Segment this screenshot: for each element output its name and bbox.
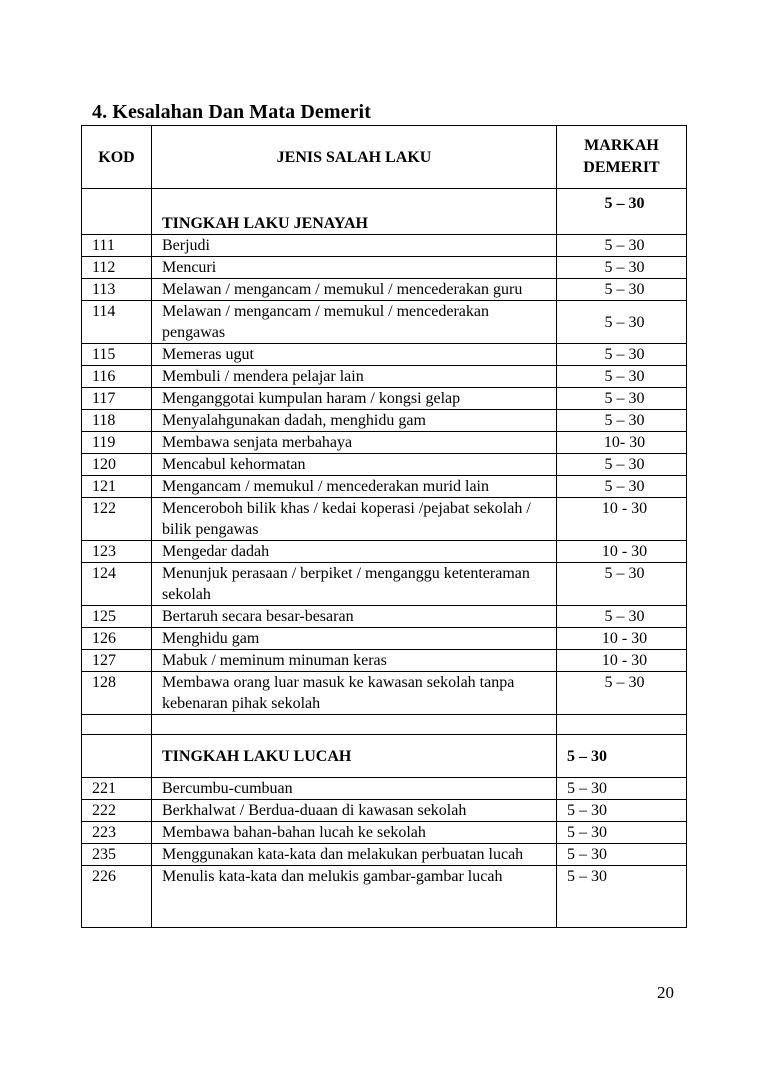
row-markah: 5 – 30 — [557, 235, 687, 257]
row-kod: 126 — [82, 628, 152, 650]
row-markah: 10- 30 — [557, 432, 687, 454]
table-row — [82, 279, 687, 301]
row-markah: 10 - 30 — [557, 650, 687, 672]
row-markah: 5 – 30 — [557, 606, 687, 628]
row-kod: 235 — [82, 844, 152, 866]
row-markah: 10 - 30 — [557, 628, 687, 650]
row-kod: 121 — [82, 476, 152, 498]
row-jenis: Bercumbu-cumbuan — [152, 778, 557, 800]
row-jenis: Membawa orang luar masuk ke kawasan sekolah tanpa kebenaran pihak sekolah — [152, 672, 557, 715]
table-row — [82, 844, 687, 866]
header-markah-line1: MARKAH — [584, 137, 659, 154]
demerit-table — [81, 125, 687, 928]
row-jenis: Melawan / mengancam / memukul / mencederakan guru — [152, 279, 557, 301]
row-jenis: Membuli / mendera pelajar lain — [152, 366, 557, 388]
table-row — [82, 476, 687, 498]
row-markah: 5 – 30 — [557, 454, 687, 476]
row-jenis: Menceroboh bilik khas / kedai koperasi /pejabat sekolah / bilik pengawas — [152, 498, 557, 541]
row-kod: 113 — [82, 279, 152, 301]
row-jenis: Menyalahgunakan dadah, menghidu gam — [152, 410, 557, 432]
header-jenis-salah-laku: JENIS SALAH LAKU — [152, 126, 557, 189]
table-row — [82, 388, 687, 410]
row-kod: 111 — [82, 235, 152, 257]
table-row — [82, 410, 687, 432]
table-row — [82, 628, 687, 650]
row-markah: 5 – 30 — [557, 257, 687, 279]
row-jenis: Membawa senjata merbahaya — [152, 432, 557, 454]
row-markah: 5 – 30 — [557, 476, 687, 498]
row-markah: 5 – 30 — [557, 279, 687, 301]
page-number: 20 — [657, 983, 674, 1002]
row-kod: 122 — [82, 498, 152, 541]
table-row — [82, 432, 687, 454]
table-header-row — [82, 126, 687, 189]
row-kod: 115 — [82, 344, 152, 366]
table-row — [82, 800, 687, 822]
row-kod: 222 — [82, 800, 152, 822]
table-row — [82, 563, 687, 606]
row-markah: 5 – 30 — [557, 563, 687, 606]
row-kod: 112 — [82, 257, 152, 279]
blank-cell — [152, 715, 557, 735]
row-markah: 10 - 30 — [557, 498, 687, 541]
table-row — [82, 257, 687, 279]
row-markah: 5 – 30 — [557, 388, 687, 410]
section-jenayah-markah: 5 – 30 — [557, 189, 687, 235]
row-markah: 5 – 30 — [557, 366, 687, 388]
section-lucah-title: TINGKAH LAKU LUCAH — [152, 735, 557, 778]
table-row — [82, 344, 687, 366]
row-markah: 5 – 30 — [557, 301, 687, 344]
row-kod: 125 — [82, 606, 152, 628]
row-jenis: Menghidu gam — [152, 628, 557, 650]
table-row — [82, 672, 687, 715]
table-row — [82, 541, 687, 563]
row-kod: 118 — [82, 410, 152, 432]
header-markah-demerit — [557, 126, 687, 189]
row-markah: 5 – 30 — [557, 410, 687, 432]
row-kod: 123 — [82, 541, 152, 563]
row-jenis: Berjudi — [152, 235, 557, 257]
row-markah: 5 – 30 — [557, 866, 687, 928]
row-markah: 5 – 30 — [557, 344, 687, 366]
blank-cell — [82, 715, 152, 735]
row-markah: 5 – 30 — [557, 844, 687, 866]
section-lucah-row — [82, 735, 687, 778]
row-jenis: Menggunakan kata-kata dan melakukan perbuatan lucah — [152, 844, 557, 866]
row-kod: 124 — [82, 563, 152, 606]
header-kod: KOD — [82, 126, 152, 189]
row-markah: 5 – 30 — [557, 800, 687, 822]
row-markah: 5 – 30 — [557, 822, 687, 844]
header-markah-line2: DEMERIT — [583, 159, 660, 176]
blank-row — [82, 715, 687, 735]
row-kod: 226 — [82, 866, 152, 928]
table-row — [82, 822, 687, 844]
row-kod: 114 — [82, 301, 152, 344]
section-lucah-markah: 5 – 30 — [557, 735, 687, 778]
row-jenis: Berkhalwat / Berdua-duaan di kawasan sekolah — [152, 800, 557, 822]
row-jenis: Mencabul kehormatan — [152, 454, 557, 476]
row-markah: 5 – 30 — [557, 672, 687, 715]
row-kod: 120 — [82, 454, 152, 476]
table-row — [82, 235, 687, 257]
row-kod: 117 — [82, 388, 152, 410]
table-row — [82, 454, 687, 476]
row-kod: 116 — [82, 366, 152, 388]
section-jenayah-title: TINGKAH LAKU JENAYAH — [152, 189, 557, 235]
section-kod-empty — [82, 189, 152, 235]
row-jenis: Menganggotai kumpulan haram / kongsi gelap — [152, 388, 557, 410]
table-row — [82, 650, 687, 672]
row-kod: 119 — [82, 432, 152, 454]
row-jenis: Mabuk / meminum minuman keras — [152, 650, 557, 672]
row-jenis: Membawa bahan-bahan lucah ke sekolah — [152, 822, 557, 844]
row-jenis: Memeras ugut — [152, 344, 557, 366]
row-jenis: Melawan / mengancam / memukul / mencederakan pengawas — [152, 301, 557, 344]
table-row — [82, 866, 687, 928]
row-markah: 5 – 30 — [557, 778, 687, 800]
section-heading: 4. Kesalahan Dan Mata Demerit — [92, 101, 371, 123]
table-row — [82, 366, 687, 388]
row-jenis: Bertaruh secara besar-besaran — [152, 606, 557, 628]
row-kod: 128 — [82, 672, 152, 715]
row-kod: 221 — [82, 778, 152, 800]
table-row — [82, 301, 687, 344]
blank-cell — [557, 715, 687, 735]
row-jenis: Menulis kata-kata dan melukis gambar-gambar lucah — [152, 866, 557, 928]
table-row — [82, 606, 687, 628]
row-kod: 223 — [82, 822, 152, 844]
row-kod: 127 — [82, 650, 152, 672]
section-jenayah-row — [82, 189, 687, 235]
table-row — [82, 778, 687, 800]
row-jenis: Menunjuk perasaan / berpiket / menganggu ketenteraman sekolah — [152, 563, 557, 606]
row-jenis: Mencuri — [152, 257, 557, 279]
section-kod-empty — [82, 735, 152, 778]
row-jenis: Mengedar dadah — [152, 541, 557, 563]
table-row — [82, 498, 687, 541]
row-markah: 10 - 30 — [557, 541, 687, 563]
row-jenis: Mengancam / memukul / mencederakan murid lain — [152, 476, 557, 498]
